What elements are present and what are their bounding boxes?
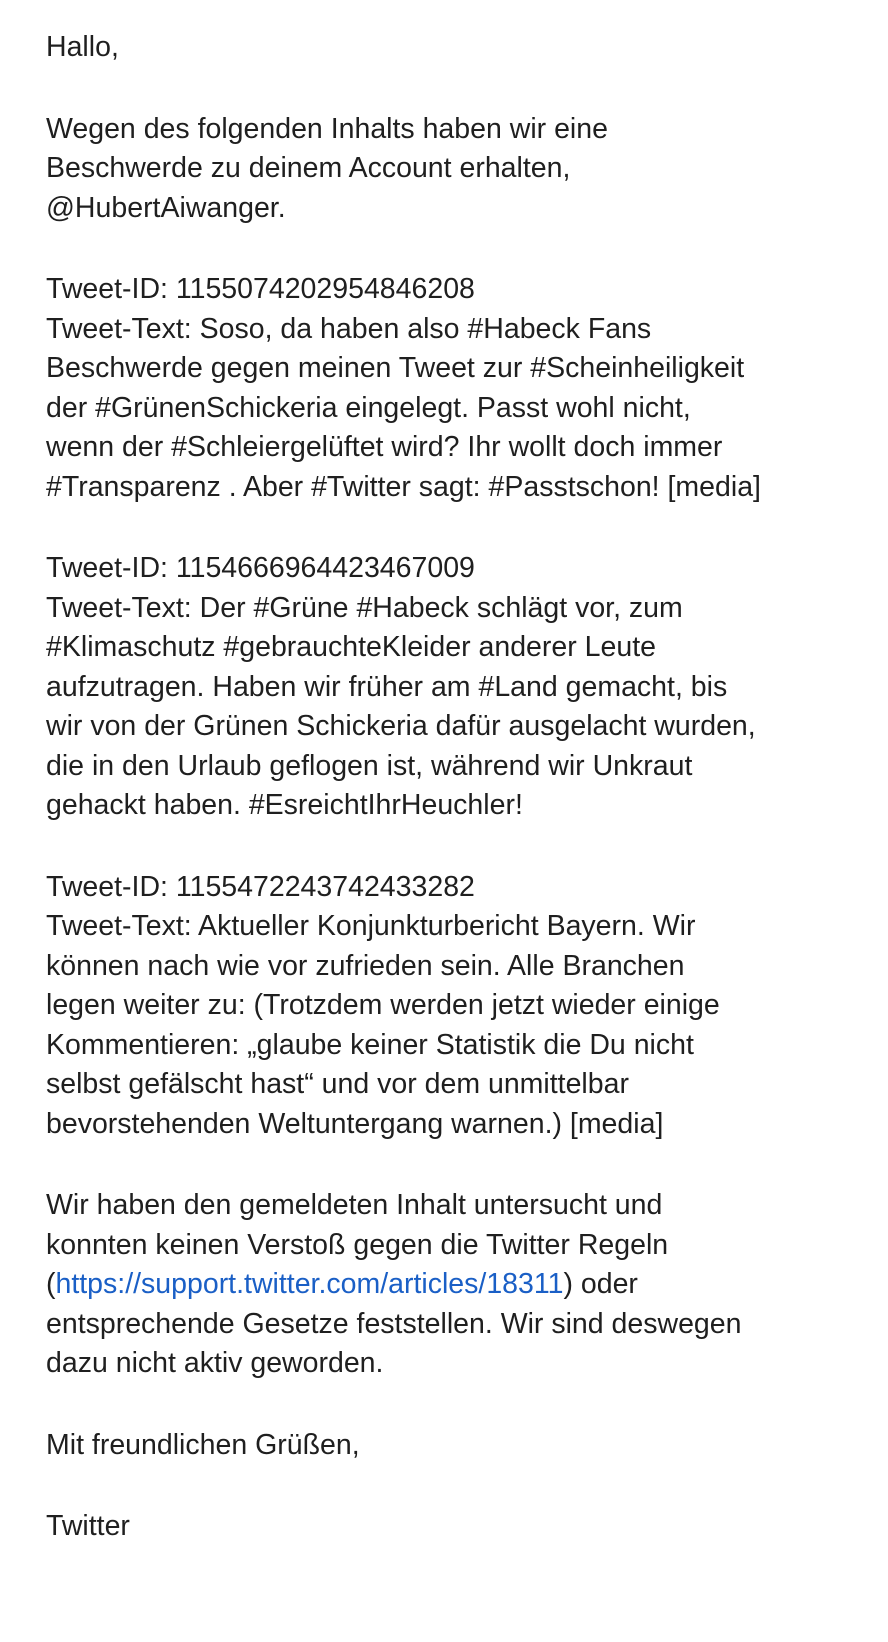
closing-text: Mit freundlichen Grüßen, xyxy=(46,1428,360,1461)
tweet-text-line: wenn der #Schleiergelüftet wird? Ihr wollt doch immer xyxy=(46,431,723,463)
verdict-line: Wir haben den gemeldeten Inhalt untersucht und xyxy=(46,1189,663,1221)
tweet-id: Tweet-ID: 1155074202954846208 xyxy=(46,273,475,305)
intro-line: Beschwerde zu deinem Account erhalten, xyxy=(46,152,571,184)
tweet-id: Tweet-ID: 1155472243742433282 xyxy=(46,870,475,903)
verdict-line: dazu nicht aktiv geworden. xyxy=(46,1347,384,1379)
greeting xyxy=(46,28,858,68)
tweet-text-line: legen weiter zu: (Trotzdem werden jetzt wieder einige xyxy=(46,989,720,1021)
tweet-block xyxy=(46,270,858,507)
tweet-text-line: #Klimaschutz #gebrauchteKleider anderer Leute xyxy=(46,631,656,663)
twitter-rules-link[interactable]: https://support.twitter.com/articles/18311 xyxy=(55,1268,564,1300)
tweet-text-line: Tweet-Text: Der #Grüne #Habeck schlägt vor, zum xyxy=(46,591,683,624)
tweet-block xyxy=(46,549,858,826)
tweet-text-line: können nach wie vor zufrieden sein. Alle Branchen xyxy=(46,949,685,982)
signature-text: Twitter xyxy=(46,1510,130,1542)
intro-paragraph xyxy=(46,110,858,229)
verdict-line: konnten keinen Verstoß gegen die Twitter Regeln xyxy=(46,1228,669,1261)
tweet-text-line: die in den Urlaub geflogen ist, während wir Unkraut xyxy=(46,749,693,782)
tweet-text-line: aufzutragen. Haben wir früher am #Land gemacht, bis xyxy=(46,670,728,703)
intro-line: @HubertAiwanger. xyxy=(46,191,286,224)
signature xyxy=(46,1507,858,1547)
tweet-text-line: selbst gefälscht hast“ und vor dem unmittelbar xyxy=(46,1068,629,1100)
tweet-text-line: gehackt haben. #EsreichtIhrHeuchler! xyxy=(46,789,523,821)
link-open-paren: ( xyxy=(46,1268,56,1300)
tweet-text-line: Beschwerde gegen meinen Tweet zur #Scheinheiligkeit xyxy=(46,352,745,384)
tweet-text-line: der #GrünenSchickeria eingelegt. Passt wohl nicht, xyxy=(46,391,691,424)
closing xyxy=(46,1426,858,1466)
tweet-text-line: Tweet-Text: Aktueller Konjunkturbericht Bayern. Wir xyxy=(46,910,696,942)
tweet-block xyxy=(46,868,858,1145)
greeting-text: Hallo, xyxy=(46,31,119,63)
tweet-text-line: Tweet-Text: Soso, da haben also #Habeck Fans xyxy=(46,312,652,345)
verdict-line: entsprechende Gesetze feststellen. Wir sind deswegen xyxy=(46,1307,742,1340)
verdict-paragraph xyxy=(46,1186,858,1384)
tweet-text-line: bevorstehenden Weltuntergang warnen.) [media] xyxy=(46,1107,664,1140)
link-close-text: ) oder xyxy=(563,1268,638,1300)
tweet-text-line: #Transparenz . Aber #Twitter sagt: #Passtschon! [media] xyxy=(46,470,761,503)
verdict-line-with-link xyxy=(46,1265,858,1305)
tweet-text-line: Kommentieren: „glaube keiner Statistik die Du nicht xyxy=(46,1028,694,1061)
tweet-id: Tweet-ID: 1154666964423467009 xyxy=(46,552,475,584)
intro-line: Wegen des folgenden Inhalts haben wir eine xyxy=(46,112,608,145)
tweet-text-line: wir von der Grünen Schickeria dafür ausgelacht wurden, xyxy=(46,710,756,742)
